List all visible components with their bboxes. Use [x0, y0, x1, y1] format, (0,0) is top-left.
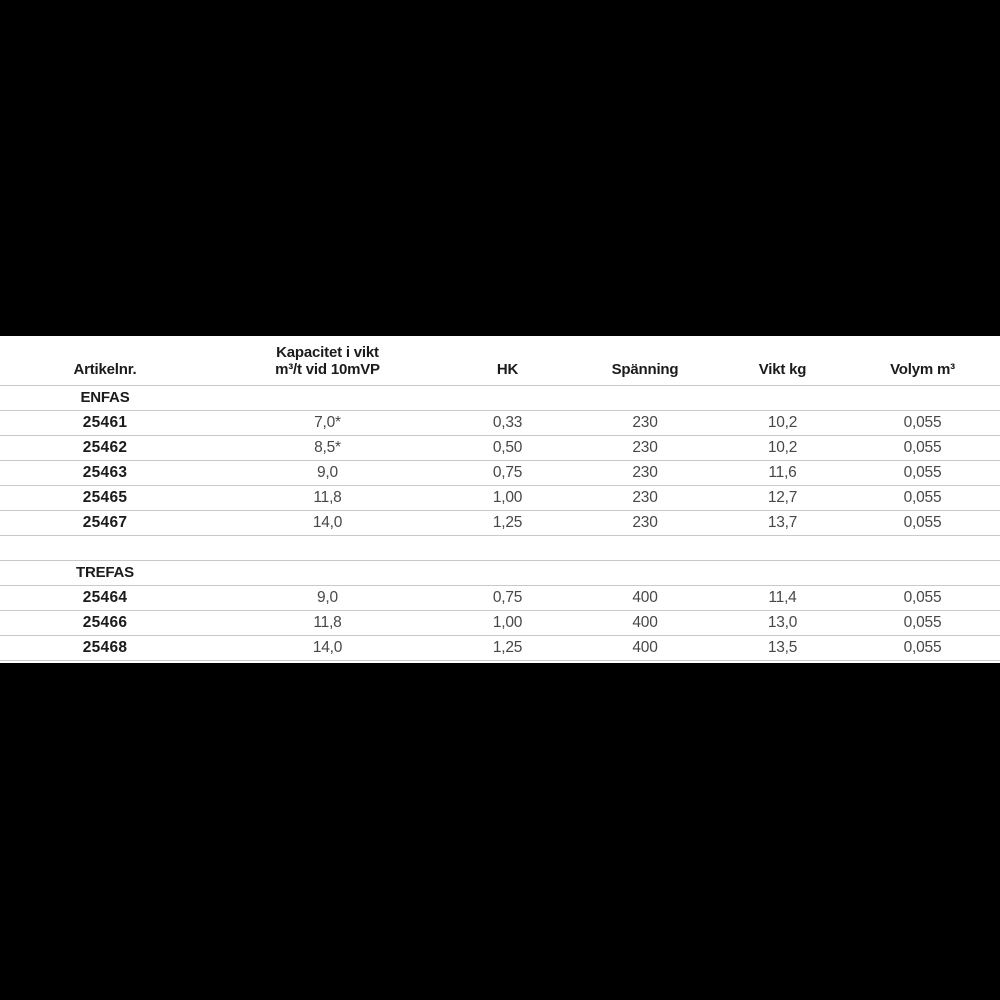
value-cell: 0,055	[845, 435, 1000, 460]
column-header-kapacitet-line2: m³/t vid 10mVP	[275, 360, 380, 378]
value-cell: 7,0*	[210, 410, 445, 435]
artikelnr-cell: 25468	[0, 635, 210, 660]
value-cell: 0,055	[845, 585, 1000, 610]
value-cell: 230	[570, 410, 720, 435]
value-cell: 11,8	[210, 610, 445, 635]
table-row	[0, 410, 1000, 435]
artikelnr-cell: 25464	[0, 585, 210, 610]
section-title-row	[0, 560, 1000, 585]
artikelnr-cell: 25466	[0, 610, 210, 635]
value-cell: 9,0	[210, 585, 445, 610]
spacer-cell	[0, 535, 210, 560]
header-row	[0, 336, 1000, 385]
value-cell: 8,5*	[210, 435, 445, 460]
column-header-hk: HK	[496, 360, 519, 378]
table-row	[0, 485, 1000, 510]
value-cell: 14,0	[210, 635, 445, 660]
value-cell: 0,055	[845, 510, 1000, 535]
value-cell: 230	[570, 510, 720, 535]
spacer-cell	[720, 535, 845, 560]
empty-cell	[720, 385, 845, 410]
value-cell: 1,25	[445, 635, 570, 660]
value-cell: 0,055	[845, 460, 1000, 485]
value-cell: 0,75	[445, 585, 570, 610]
empty-cell	[210, 560, 445, 585]
value-cell: 1,25	[445, 510, 570, 535]
spec-table-panel	[0, 336, 1000, 663]
column-header-spanning: Spänning	[611, 360, 679, 378]
table-row	[0, 460, 1000, 485]
section-spacer-row	[0, 535, 1000, 560]
empty-cell	[845, 385, 1000, 410]
value-cell: 0,055	[845, 485, 1000, 510]
value-cell: 0,055	[845, 610, 1000, 635]
value-cell: 0,75	[445, 460, 570, 485]
value-cell: 10,2	[720, 410, 845, 435]
value-cell: 11,6	[720, 460, 845, 485]
artikelnr-cell: 25463	[0, 460, 210, 485]
artikelnr-cell: 25467	[0, 510, 210, 535]
artikelnr-cell: 25462	[0, 435, 210, 460]
value-cell: 11,8	[210, 485, 445, 510]
spacer-cell	[845, 535, 1000, 560]
table-row	[0, 635, 1000, 660]
value-cell: 400	[570, 585, 720, 610]
empty-cell	[445, 560, 570, 585]
spacer-cell	[570, 535, 720, 560]
value-cell: 0,055	[845, 410, 1000, 435]
column-header-kapacitet	[210, 336, 445, 385]
value-cell: 400	[570, 635, 720, 660]
value-cell: 0,50	[445, 435, 570, 460]
column-header-artikelnr: Artikelnr.	[73, 360, 137, 378]
value-cell: 230	[570, 435, 720, 460]
value-cell: 1,00	[445, 485, 570, 510]
section-title: ENFAS	[0, 385, 210, 410]
spec-table-header	[0, 336, 1000, 385]
column-header-volym: Volym m³	[890, 360, 955, 378]
value-cell: 9,0	[210, 460, 445, 485]
value-cell: 13,0	[720, 610, 845, 635]
empty-cell	[445, 385, 570, 410]
empty-cell	[570, 385, 720, 410]
value-cell: 13,5	[720, 635, 845, 660]
value-cell: 1,00	[445, 610, 570, 635]
empty-cell	[845, 560, 1000, 585]
spacer-cell	[210, 535, 445, 560]
table-row	[0, 510, 1000, 535]
section-title-row	[0, 385, 1000, 410]
spec-table	[0, 336, 1000, 661]
column-header-kapacitet-line1: Kapacitet i vikt	[276, 343, 379, 361]
value-cell: 13,7	[720, 510, 845, 535]
table-row	[0, 610, 1000, 635]
value-cell: 400	[570, 610, 720, 635]
value-cell: 12,7	[720, 485, 845, 510]
table-row	[0, 435, 1000, 460]
empty-cell	[210, 385, 445, 410]
value-cell: 14,0	[210, 510, 445, 535]
table-body	[0, 385, 1000, 660]
column-header-vikt: Vikt kg	[758, 360, 807, 378]
spacer-cell	[445, 535, 570, 560]
value-cell: 230	[570, 485, 720, 510]
empty-cell	[720, 560, 845, 585]
artikelnr-cell: 25461	[0, 410, 210, 435]
value-cell: 0,33	[445, 410, 570, 435]
value-cell: 11,4	[720, 585, 845, 610]
section-title: TREFAS	[0, 560, 210, 585]
empty-cell	[570, 560, 720, 585]
artikelnr-cell: 25465	[0, 485, 210, 510]
value-cell: 230	[570, 460, 720, 485]
table-row	[0, 585, 1000, 610]
value-cell: 0,055	[845, 635, 1000, 660]
value-cell: 10,2	[720, 435, 845, 460]
